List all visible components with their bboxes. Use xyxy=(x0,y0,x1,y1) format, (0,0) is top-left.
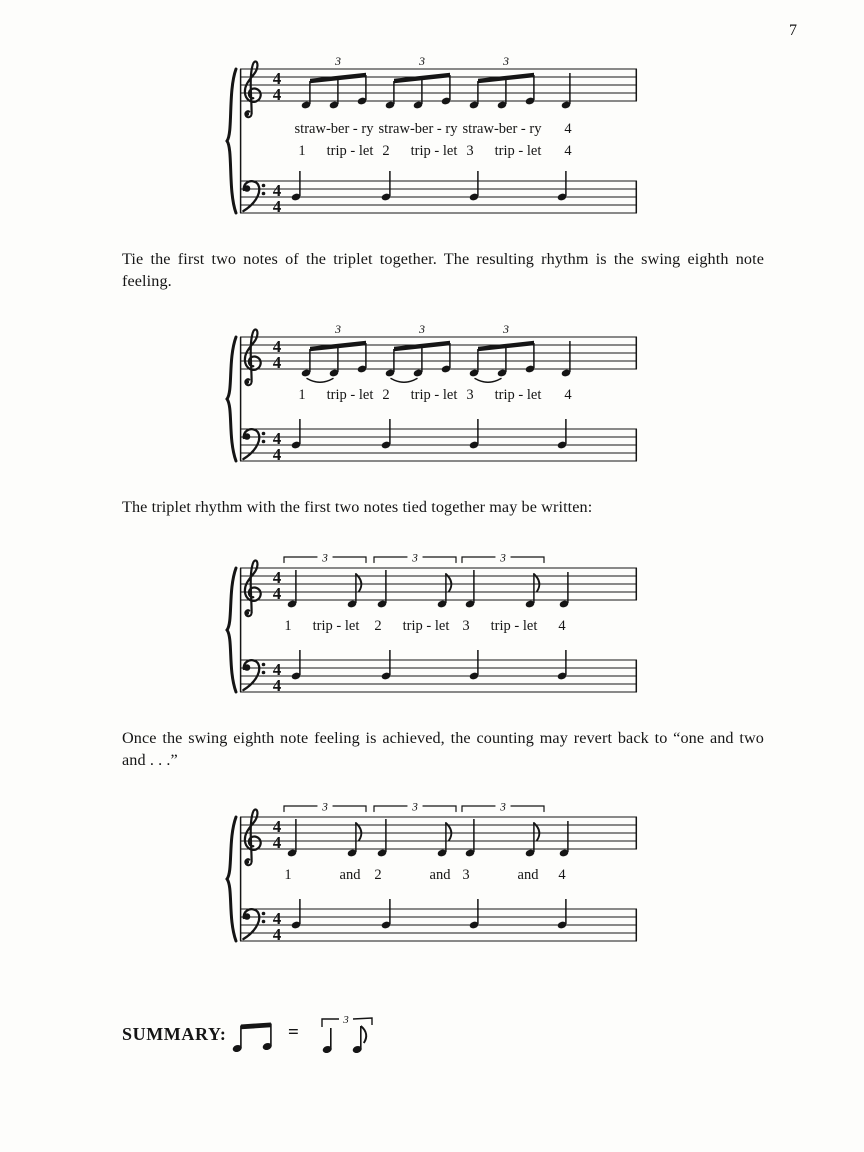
lyric-token: 3 xyxy=(466,387,474,403)
lyric-token: trip - let xyxy=(490,618,538,634)
time-signature-top: 4 xyxy=(272,909,282,928)
triplet-quarter-eighth-icon xyxy=(318,1010,380,1060)
time-signature-top: 4 xyxy=(272,429,282,448)
paragraph-1 xyxy=(122,248,764,292)
grand-staff xyxy=(224,803,640,949)
music-system-4 xyxy=(224,803,640,949)
time-signature-bottom: 4 xyxy=(272,833,282,852)
time-signature-top: 4 xyxy=(272,181,282,200)
time-signature-bottom: 4 xyxy=(272,584,282,603)
time-signature-bottom: 4 xyxy=(272,85,282,104)
time-signature-top: 4 xyxy=(272,69,282,88)
equals-sign: = xyxy=(288,1022,299,1043)
eighth-flag xyxy=(534,574,539,592)
tuplet-number: 3 xyxy=(412,803,418,814)
eighth-flag xyxy=(534,823,539,841)
treble-clef-icon xyxy=(245,561,261,617)
brace-icon xyxy=(227,568,236,692)
lyric-token: 2 xyxy=(374,867,382,883)
tie xyxy=(307,379,333,383)
treble-clef-icon xyxy=(245,62,261,118)
lyric-token: straw-ber - ry xyxy=(378,121,458,137)
paragraph-1-line-1: Tie the first two notes of the triplet together. The resulting rhythm is the swing eighth note xyxy=(122,250,764,268)
lyric-token: 3 xyxy=(462,618,470,634)
lyric-token: trip - let xyxy=(494,143,542,159)
time-signature-bottom: 4 xyxy=(272,197,282,216)
tuplet-number: 3 xyxy=(322,803,328,814)
lyric-token: trip - let xyxy=(326,143,374,159)
lyric-token: 1 xyxy=(284,867,292,883)
brace-icon xyxy=(227,337,236,461)
time-signature-top: 4 xyxy=(272,568,282,587)
time-signature-bottom: 4 xyxy=(272,676,282,695)
eighth-note-pair-icon xyxy=(230,1016,278,1058)
summary-row xyxy=(122,1008,442,1064)
lyric-token: straw-ber - ry xyxy=(294,121,374,137)
grand-staff xyxy=(224,323,640,469)
lyric-token: 4 xyxy=(564,387,572,403)
paragraph-1-line-2: feeling. xyxy=(122,272,172,290)
lyric-token: 4 xyxy=(564,143,572,159)
tie xyxy=(391,379,417,383)
tuplet-number: 3 xyxy=(503,55,509,68)
time-signature-top: 4 xyxy=(272,337,282,356)
tuplet-number: 3 xyxy=(500,803,506,814)
lyric-token: 3 xyxy=(462,867,470,883)
grand-staff xyxy=(224,55,640,221)
tuplet-number: 3 xyxy=(343,1014,349,1026)
tuplet-number: 3 xyxy=(412,554,418,565)
time-signature-bottom: 4 xyxy=(272,353,282,372)
treble-clef-icon xyxy=(245,330,261,386)
page-number: 7 xyxy=(789,22,797,39)
eighth-flag xyxy=(446,574,451,592)
time-signature-top: 4 xyxy=(272,660,282,679)
lyric-token: 2 xyxy=(382,143,390,159)
lyric-token: trip - let xyxy=(402,618,450,634)
treble-clef-icon xyxy=(245,810,261,866)
bass-clef-icon xyxy=(243,181,265,211)
summary-label: SUMMARY: xyxy=(122,1024,227,1044)
lyric-token: 3 xyxy=(466,143,474,159)
tuplet-number: 3 xyxy=(500,554,506,565)
brace-icon xyxy=(227,817,236,941)
lyric-token: 1 xyxy=(298,143,306,159)
lyric-token: 4 xyxy=(558,867,566,883)
eighth-flag xyxy=(356,574,361,592)
lyric-token: 4 xyxy=(558,618,566,634)
lyric-token: trip - let xyxy=(312,618,360,634)
tuplet-number: 3 xyxy=(335,323,341,336)
lyric-token: trip - let xyxy=(494,387,542,403)
lyric-token: 1 xyxy=(284,618,292,634)
lyric-token: and xyxy=(517,867,539,883)
time-signature-top: 4 xyxy=(272,817,282,836)
lyric-token: and xyxy=(339,867,361,883)
bass-clef-icon xyxy=(243,429,265,459)
music-system-3 xyxy=(224,554,640,700)
tie xyxy=(475,379,501,383)
lyric-token: 1 xyxy=(298,387,306,403)
eighth-flag xyxy=(356,823,361,841)
tuplet-number: 3 xyxy=(503,323,509,336)
tuplet-number: 3 xyxy=(419,323,425,336)
time-signature-bottom: 4 xyxy=(272,445,282,464)
tuplet-number: 3 xyxy=(322,554,328,565)
paragraph-3-line-2: and . . .” xyxy=(122,751,178,769)
bass-clef-icon xyxy=(243,660,265,690)
tuplet-number: 3 xyxy=(335,55,341,68)
bass-clef-icon xyxy=(243,909,265,939)
eighth-flag xyxy=(446,823,451,841)
paragraph-3-line-1: Once the swing eighth note feeling is achieved, the counting may revert back to “one and two xyxy=(122,729,764,747)
brace-icon xyxy=(227,69,236,213)
paragraph-2 xyxy=(122,496,764,518)
lyric-token: 2 xyxy=(382,387,390,403)
paragraph-2-line-1: The triplet rhythm with the first two notes tied together may be written: xyxy=(122,498,593,516)
lyric-token: trip - let xyxy=(410,387,458,403)
lyric-token: trip - let xyxy=(326,387,374,403)
lyric-token: and xyxy=(429,867,451,883)
grand-staff xyxy=(224,554,640,700)
tuplet-number: 3 xyxy=(419,55,425,68)
music-system-2 xyxy=(224,323,640,469)
lyric-token: straw-ber - ry xyxy=(462,121,542,137)
lyric-token: 2 xyxy=(374,618,382,634)
lyric-token: trip - let xyxy=(410,143,458,159)
music-system-1 xyxy=(224,55,640,221)
lyric-token: 4 xyxy=(564,121,572,137)
time-signature-bottom: 4 xyxy=(272,925,282,944)
paragraph-3 xyxy=(122,727,764,771)
